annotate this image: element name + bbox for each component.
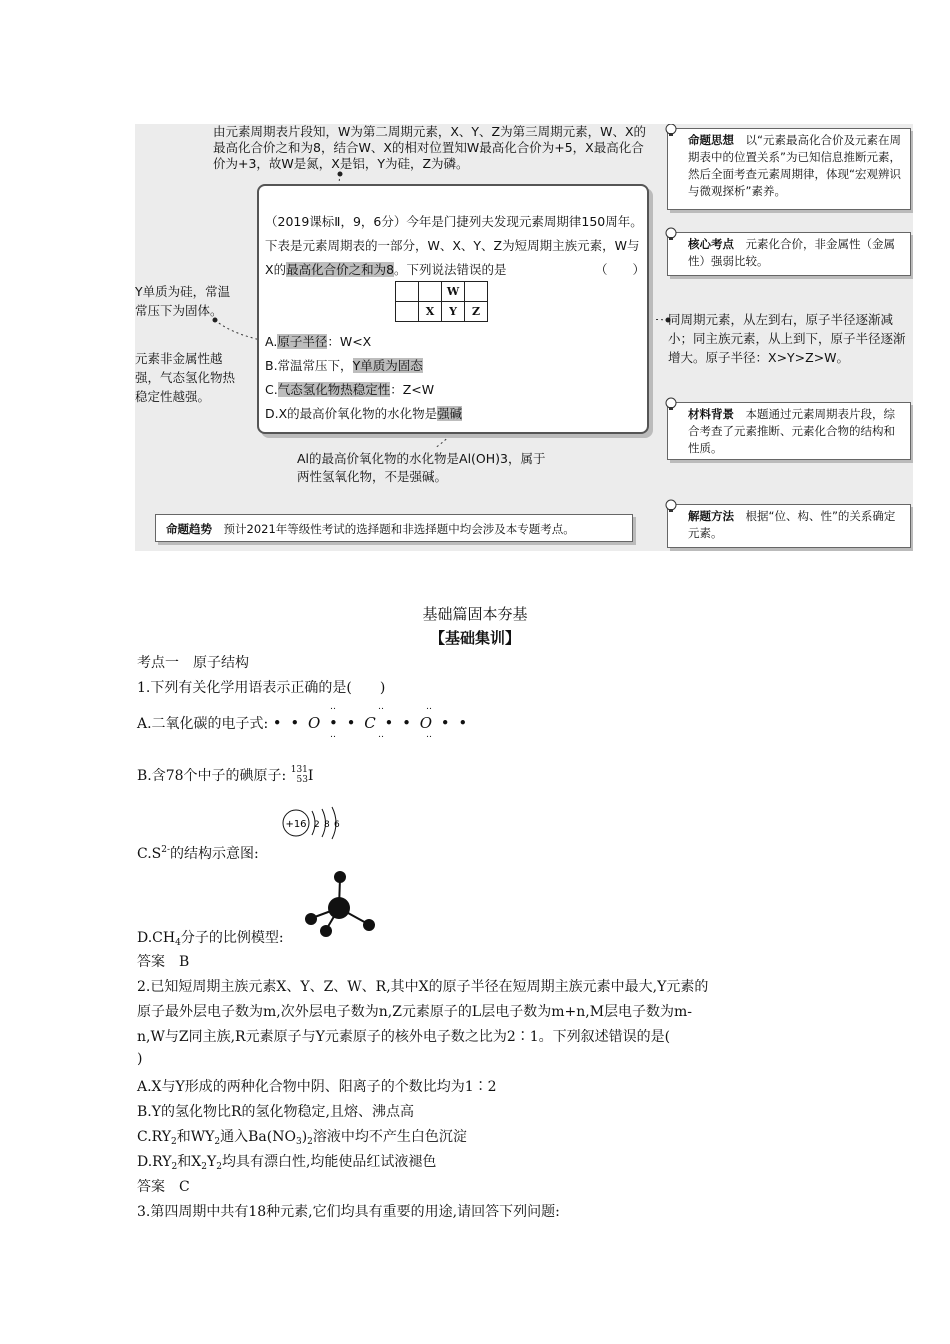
lightbulb-icon — [662, 124, 680, 139]
nonmetal-handwritten-note: 元素非金属性越强，气态氢化物热稳定性越强。 — [135, 351, 236, 404]
aluminum-handwritten-note: Al的最高价氧化物的水化物是Al(OH)3，属于两性氢氧化物，不是强碱。 — [297, 451, 546, 484]
co2-electron-formula: • • O • • C • • O • • — [272, 714, 470, 732]
note-core-point: 核心考点 元素化合价，非金属性（金属性）强弱比较。 — [667, 232, 911, 276]
question-text: （2019课标Ⅱ，9，6分）今年是门捷列夫发现元素周期律150周年。下表是元素周期表的一部分，W、X、Y、Z为短周期主族元素，W与X的最高化合价之和为8。下列说法错误的是 （ ） — [265, 214, 645, 277]
q1-option-c: $C.S^{2-}$的结构示意图: — [137, 845, 259, 862]
note-material-background: 材料背景 本题通过元素周期表片段，综合考查了元素推断、元素化合物的结构和性质。 — [667, 402, 911, 460]
sulfide-ion-structure-diagram — [278, 806, 348, 842]
note-trend: 命题趋势 预计2021年等级性考试的选择题和非选择题中均会涉及本专题考点。 — [155, 514, 633, 542]
svg-text:8: 8 — [324, 820, 330, 830]
note-solving-method: 解题方法 根据“位、构、性”的关系确定元素。 — [667, 504, 911, 548]
q1-option-a: A.二氧化碳的电子式: • • O • • C • • O • • — [137, 714, 470, 732]
electron-dots-bottom: ‥‥‥ — [330, 730, 475, 740]
svg-text:+16: +16 — [285, 819, 307, 830]
lightbulb-icon — [662, 395, 680, 413]
option-d: D.X的最高价氧化物的水化物是强碱 — [265, 406, 463, 421]
q1-option-b: B.含78个中子的碘原子: 131 53I — [137, 765, 314, 785]
q2-option-a: A.X与Y形成的两种化合物中阴、阳离子的个数比均为1∶2 — [137, 1079, 497, 1095]
option-c: C.气态氢化物热稳定性：Z<W — [265, 382, 435, 397]
iodine-nuclide-notation: 131 53 — [290, 765, 308, 785]
electron-dots-top: ‥‥‥ — [330, 702, 475, 712]
question-3: 3.第四周期中共有18种元素,它们均具有重要的用途,请回答下列问题: — [137, 1204, 560, 1220]
question-2-line-1: 2.已知短周期主族元素X、Y、Z、W、R,其中X的原子半径在短周期主族元素中最大,Y元素的 — [137, 979, 709, 995]
methane-model-diagram — [300, 868, 384, 940]
q1-option-d: $D.CH_4$分子的比例模型: — [137, 930, 284, 948]
question-card — [257, 184, 649, 434]
silicon-handwritten-note: Y单质为硅，常温常压下为固体。 — [135, 284, 231, 318]
q2-option-b: B.Y的氢化物比R的氢化物稳定,且熔、沸点高 — [137, 1104, 414, 1120]
periodic-table-fragment — [395, 281, 488, 322]
question-2-line-3: n,W与Z同主族,R元素原子与Y元素原子的核外电子数之比为2∶1。下列叙述错误的是( — [137, 1029, 671, 1045]
question-1: 1.下列有关化学用语表示正确的是( ) — [137, 680, 386, 696]
option-b: B.常温常压下，Y单质为固态 — [265, 358, 423, 373]
q2-option-c: $C.RY_2$和$WY_2$通入$Ba(NO_3)_2$溶液中均不产生白色沉淀 — [137, 1129, 467, 1147]
table-cell — [396, 282, 419, 302]
table-cell — [465, 282, 488, 302]
section-title: 考点一 原子结构 — [137, 655, 249, 671]
table-cell — [419, 282, 442, 302]
question-2-line-4: ) — [137, 1051, 143, 1067]
page-subheading: 【基础集训】 — [429, 629, 520, 647]
answer-2: 答案 C — [137, 1179, 190, 1195]
analysis-panel — [135, 124, 913, 551]
question-2-line-2: 原子最外层电子数为m,次外层电子数为n,Z元素原子的L层电子数为m+n,M层电子数为m- — [137, 1004, 693, 1020]
lightbulb-icon — [662, 497, 680, 515]
svg-text:2: 2 — [314, 820, 320, 830]
svg-text:6: 6 — [334, 820, 340, 830]
table-cell: Z — [465, 302, 488, 322]
page-heading: 基础篇固本夯基 — [422, 605, 528, 623]
table-cell: X — [419, 302, 442, 322]
radius-handwritten-note: 同周期元素，从左到右，原子半径逐渐减小；同主族元素，从上到下，原子半径逐渐增大。原子半径：X>Y>Z>W。 — [668, 312, 906, 365]
note-design-idea: 命题思想 以“元素最高化合价及元素在周期表中的位置关系”为已知信息推断元素，然后全面考查元素周期律，体现“宏观辨识与微观探析”素养。 — [667, 128, 911, 210]
table-cell: Y — [442, 302, 465, 322]
option-a: A.原子半径：W<X — [265, 334, 372, 349]
answer-1: 答案 B — [137, 954, 190, 970]
table-cell — [396, 302, 419, 322]
table-cell: W — [442, 282, 465, 302]
lightbulb-icon — [662, 225, 680, 243]
inference-handwritten-note: 由元素周期表片段知，W为第二周期元素，X、Y、Z为第三周期元素，W、X的最高化合价之和为8，结合W、X的相对位置知W最高化合价为+5，X最高化合价为+3，故W是氮，X是铝，Y为硅，Z为磷。 — [213, 124, 647, 171]
q2-option-d: $D.RY_2$和$X_2Y_2$均具有漂白性,均能使品红试液褪色 — [137, 1154, 437, 1172]
